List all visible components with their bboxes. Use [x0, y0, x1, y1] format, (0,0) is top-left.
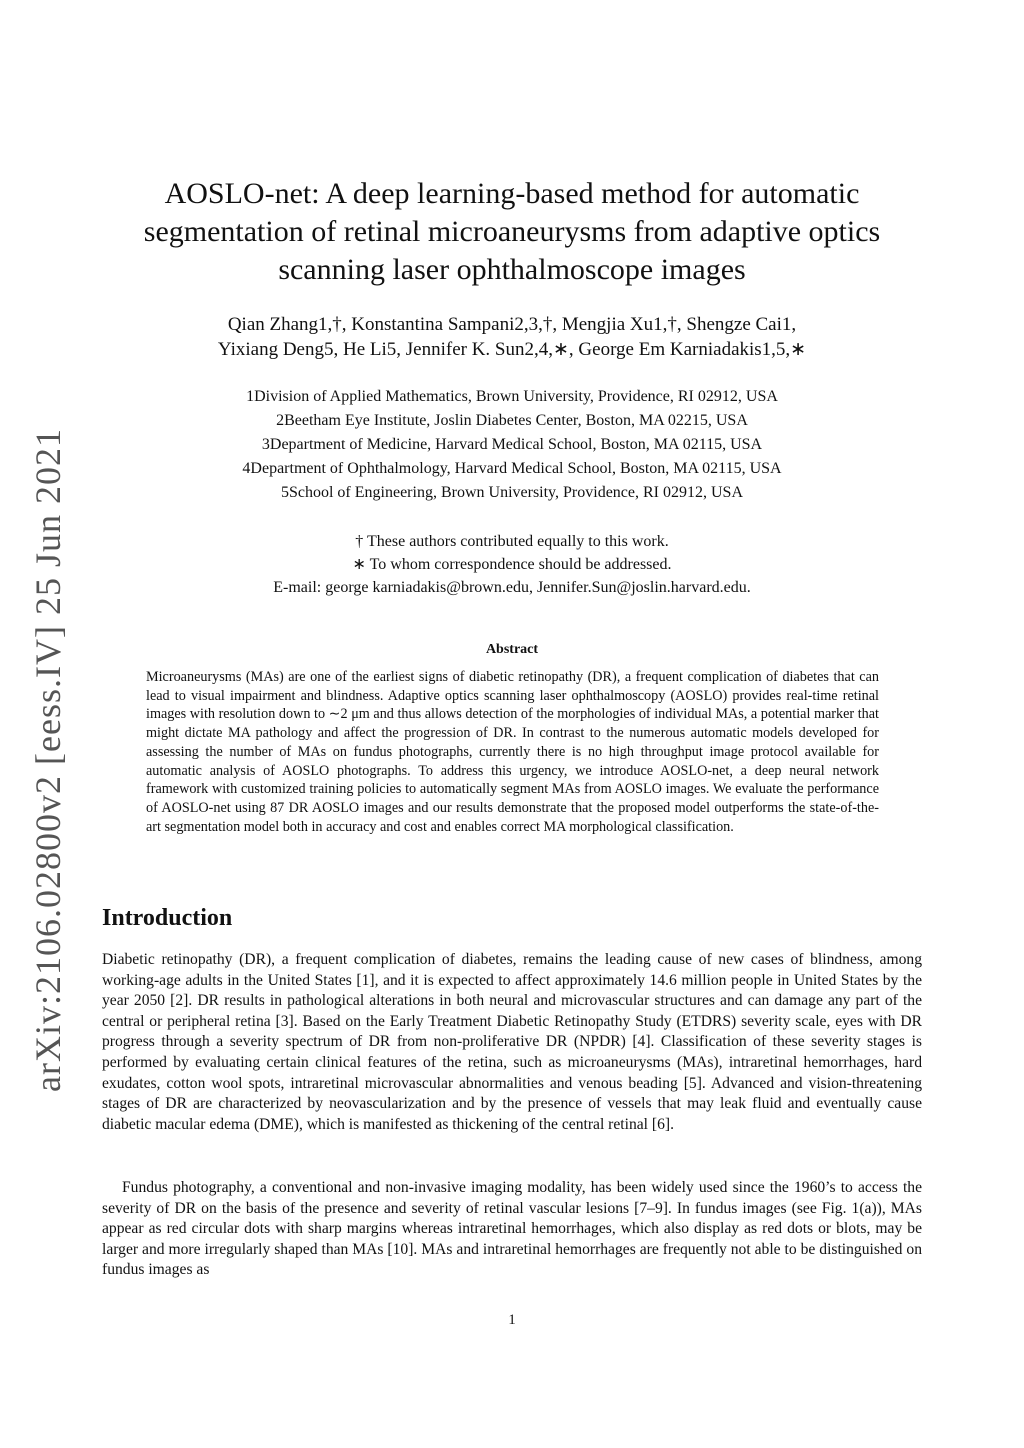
paper-title: AOSLO-net: A deep learning-based method for automatic segmentation of retinal microaneurysms from adaptive optics scanning laser ophthalmoscope images	[143, 177, 881, 286]
equal-contribution-note: † These authors contributed equally to this work.	[355, 533, 669, 550]
author-line-2: Yixiang Deng5, He Li5, Jennifer K. Sun2,4,∗, George Em Karniadakis1,5,∗	[217, 339, 807, 360]
page-number: 1	[508, 1312, 516, 1328]
abstract-heading: Abstract	[485, 642, 539, 657]
affiliation-4: 4Department of Ophthalmology, Harvard Medical School, Boston, MA 02115, USA	[242, 460, 782, 477]
affiliation-2: 2Beetham Eye Institute, Joslin Diabetes Center, Boston, MA 02215, USA	[276, 412, 748, 429]
intro-paragraph-1: Diabetic retinopathy (DR), a frequent complication of diabetes, remains the leading cause of new cases of blindness, among working-age adults in the United States [1], and it is expected to affect approximately 14.6 million people in United States by the year 2050 [2]. DR results in pathological alterations in both neural and microvascular structures and can damage any part of the central or peripheral retina [3]. Based on the Early Treatment Diabetic Retinopathy Study (ETDRS) severity scale, eyes with DR progress through a severity spectrum of DR from non-proliferative DR (NPDR) [4]. Classification of these severity stages is performed by evaluating certain clinical features of the retina, such as microaneurysms (MAs), intraretinal hemorrhages, hard exudates, cotton wool spots, intraretinal microvascular abnormalities and venous beading [5]. Advanced and vision-threatening stages of DR are characterized by neovascularization and by the presence of vessels that may leak fluid and eventually cause diabetic macular edema (DME), which is manifested as thickening of the central retinal [6].	[102, 951, 922, 1133]
affiliation-3: 3Department of Medicine, Harvard Medical School, Boston, MA 02115, USA	[261, 436, 763, 453]
section-heading-introduction: Introduction	[102, 905, 233, 931]
arxiv-stamp-text: arXiv:2106.02800v2 [eess.IV] 25 Jun 2021	[28, 428, 68, 1092]
author-line-1: Qian Zhang1,†, Konstantina Sampani2,3,†, Mengjia Xu1,†, Shengze Cai1,	[227, 314, 797, 335]
affiliation-list	[130, 385, 894, 505]
author-list	[130, 312, 894, 362]
affiliation-1: 1Division of Applied Mathematics, Brown University, Providence, RI 02912, USA	[246, 388, 778, 405]
author-notes	[130, 530, 894, 599]
abstract-text: Microaneurysms (MAs) are one of the earliest signs of diabetic retinopathy (DR), a frequent complication of diabetes that can lead to visual impairment and blindness. Adaptive optics scanning laser ophthalmoscopy (AOSLO) provides real-time retinal images with resolution down to ∼2 μm and thus allows detection of the morphologies of individual MAs, a potential marker that might dictate MA pathology and affect the progression of DR. In contrast to the numerous automatic models developed for assessing the number of MAs on fundus photographs, currently there is no high throughput image protocol available for automatic analysis of AOSLO photographs. To address this urgency, we introduce AOSLO-net, a deep neural network framework with customized training policies to automatically segment MAs from AOSLO images. We evaluate the performance of AOSLO-net using 87 DR AOSLO images and our results demonstrate that the proposed model outperforms the state-of-the-art segmentation model both in accuracy and cost and enables correct MA morphological classification.	[146, 669, 879, 835]
intro-paragraph-2: Fundus photography, a conventional and non-invasive imaging modality, has been widely used since the 1960’s to access the severity of DR on the basis of the presence and severity of retinal vascular lesions [7–9]. In fundus images (see Fig. 1(a)), MAs appear as red circular dots with sharp margins whereas intraretinal hemorrhages, which also display as red dots or blots, may be larger and more irregularly shaped than MAs [10]. MAs and intraretinal hemorrhages are frequently not able to be distinguished on fundus images as	[102, 1179, 922, 1279]
email-line: E-mail: george karniadakis@brown.edu, Jennifer.Sun@joslin.harvard.edu.	[273, 579, 751, 596]
correspondence-note: ∗ To whom correspondence should be addressed.	[352, 556, 672, 573]
affiliation-5: 5School of Engineering, Brown University, Providence, RI 02912, USA	[280, 484, 743, 501]
